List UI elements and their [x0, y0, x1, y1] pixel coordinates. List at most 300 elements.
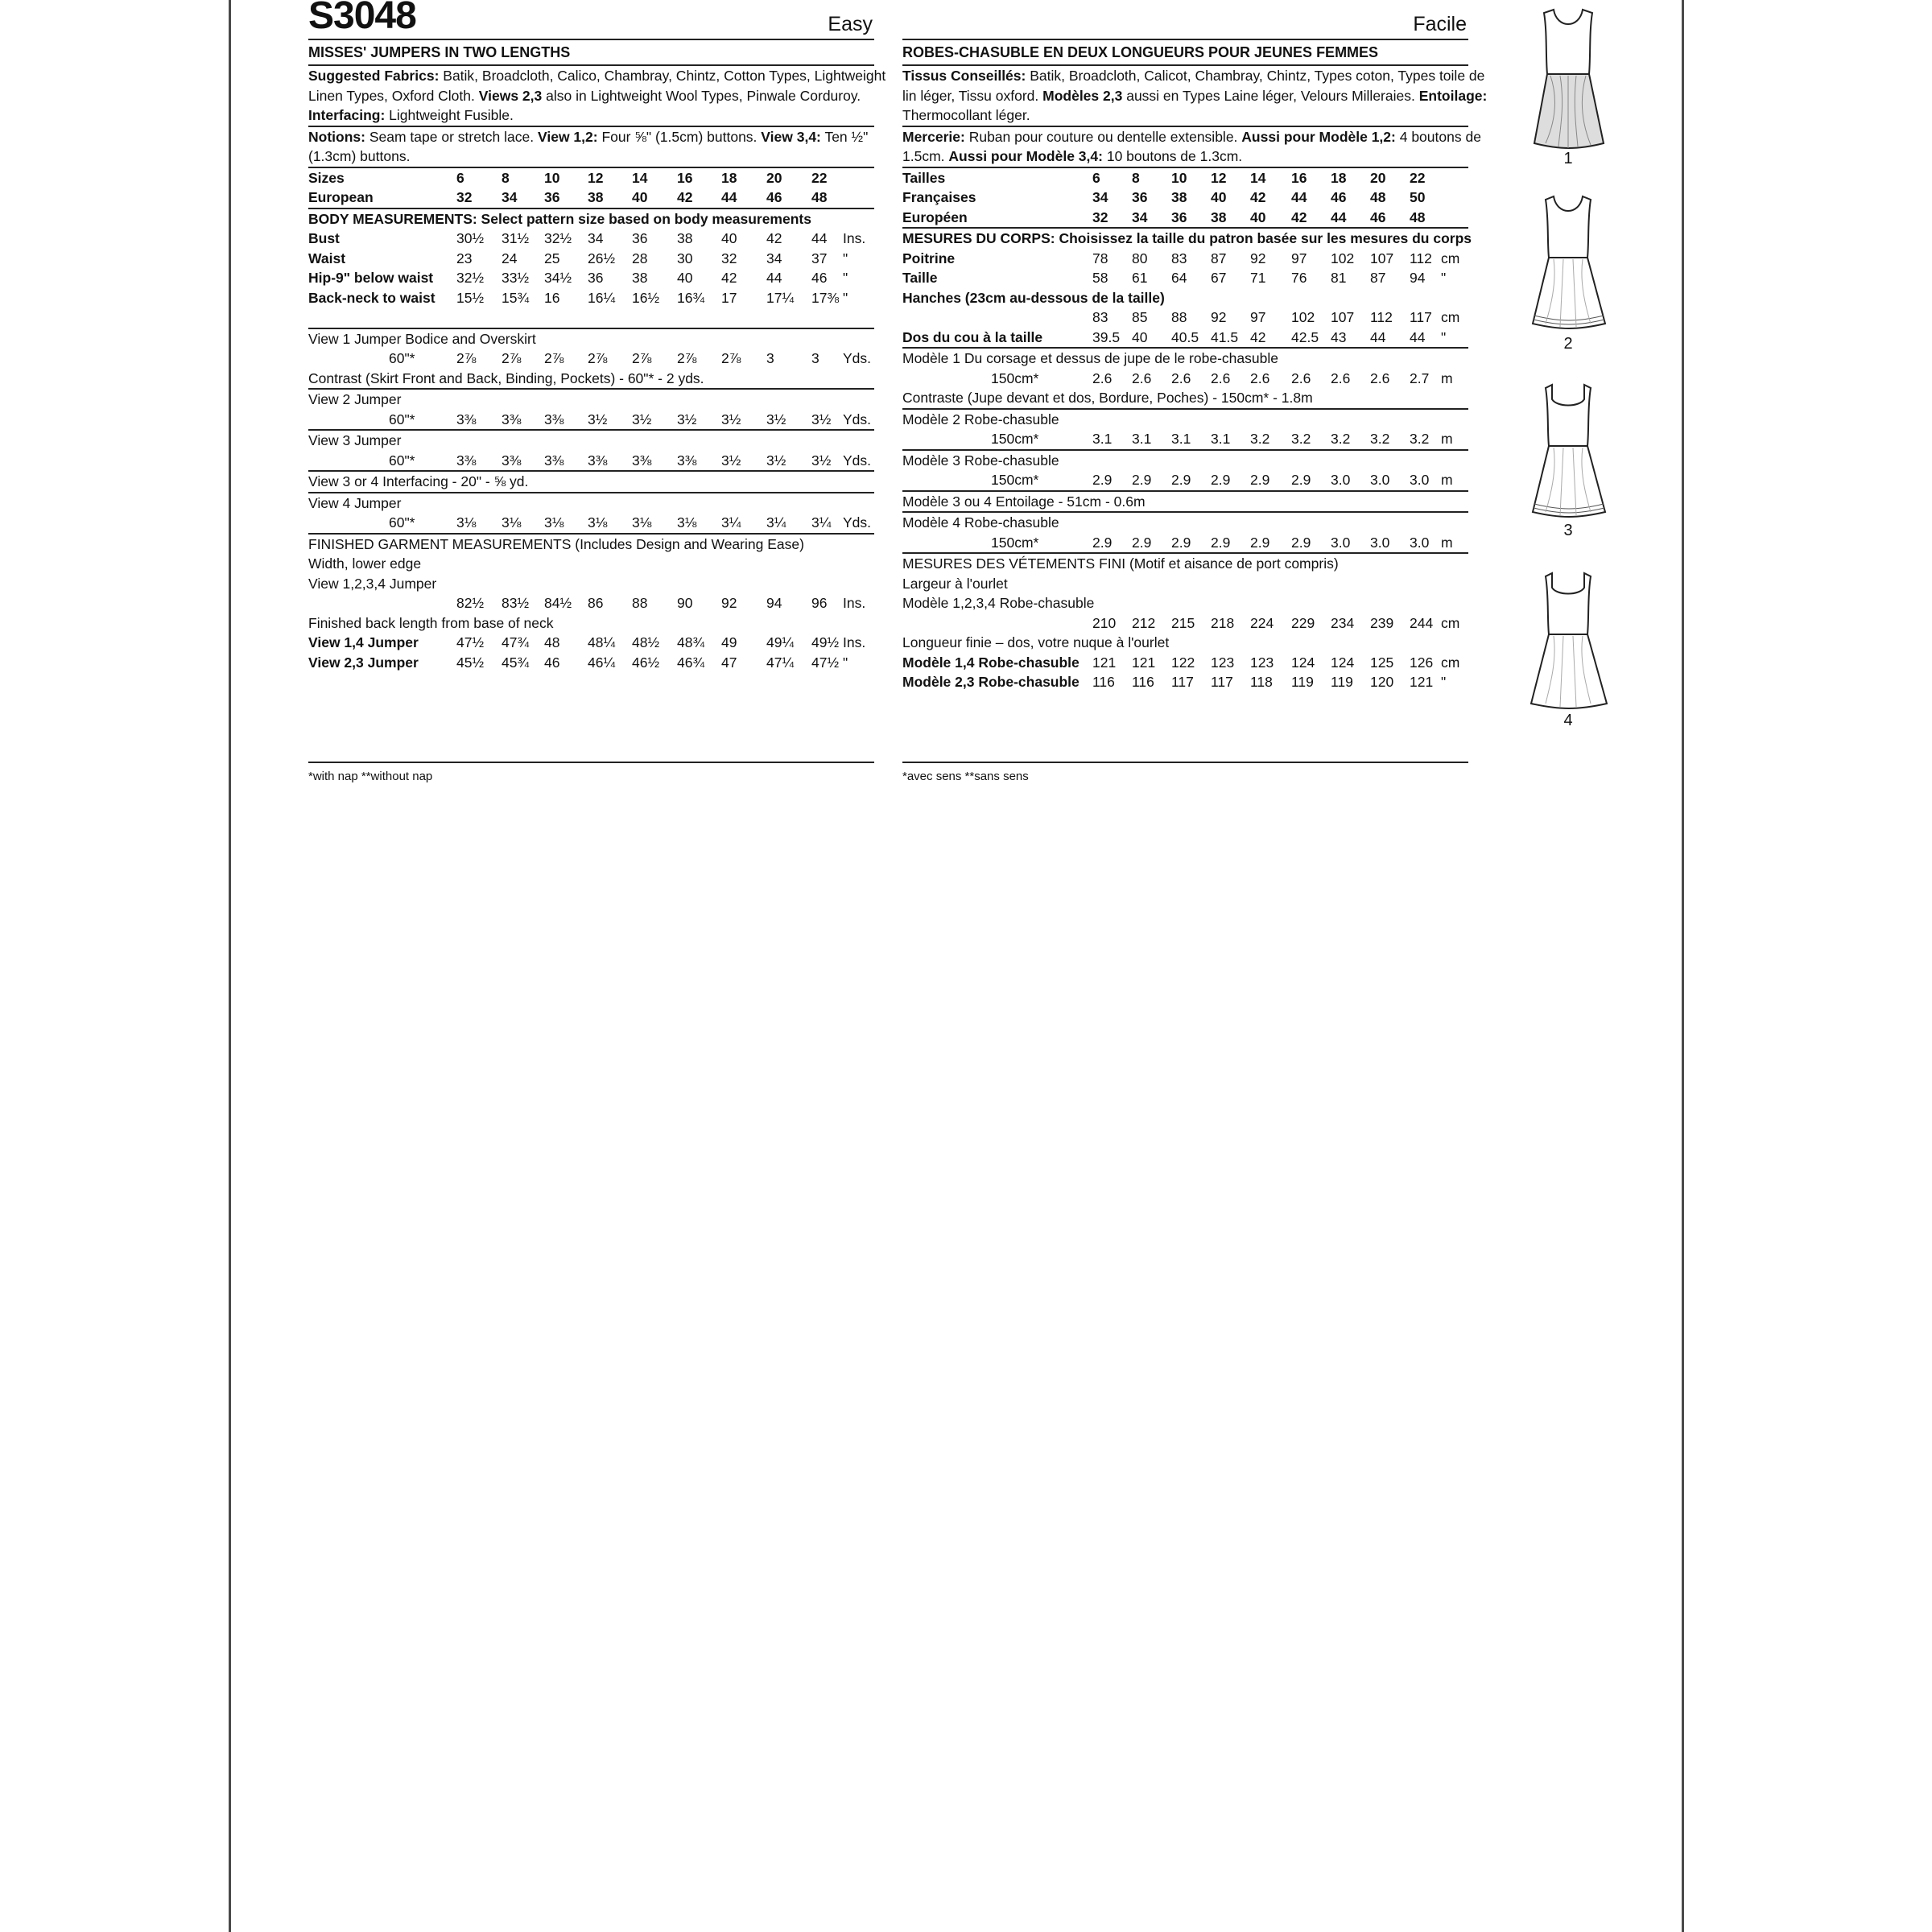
table-cell: 2.9 — [1291, 534, 1311, 551]
en-title: MISSES' JUMPERS IN TWO LENGTHS — [308, 44, 571, 60]
page-left-border — [229, 0, 231, 1932]
table-cell: 3⅛ — [502, 514, 522, 530]
table-cell: 40 — [677, 270, 693, 286]
fr-model3-section — [902, 451, 1468, 492]
table-cell: 3½ — [811, 452, 832, 469]
finished-title: FINISHED GARMENT MEASUREMENTS (Includes Design and Wearing Ease) — [308, 535, 804, 552]
table-cell: 32½ — [456, 270, 485, 286]
table-cell: 32½ — [544, 230, 572, 246]
notions-text-fr: Ruban pour couture ou dentelle extensible. — [968, 128, 1238, 145]
table-cell: 37 — [811, 250, 828, 266]
table-cell: 42 — [1250, 328, 1266, 345]
table-cell: 84½ — [544, 595, 572, 611]
view-number: 2 — [1563, 335, 1573, 353]
table-row — [902, 653, 1468, 673]
table-cell: 44 — [1291, 189, 1307, 205]
table-cell: 3.2 — [1331, 431, 1351, 447]
table-cell: 119 — [1331, 674, 1353, 690]
table-cell: 2.6 — [1370, 369, 1390, 386]
table-cell: 40.5 — [1171, 328, 1199, 345]
table-cell: 3⅜ — [456, 411, 477, 427]
unit-cell: Ins. — [843, 595, 866, 611]
table-cell: 90 — [677, 595, 693, 611]
table-cell: 44 — [1410, 328, 1426, 345]
view4-sketch — [1528, 572, 1608, 712]
table-cell: 2.9 — [1132, 534, 1152, 551]
view-number: 4 — [1563, 712, 1573, 729]
table-cell: 46 — [811, 270, 828, 286]
table-cell: 3½ — [721, 452, 741, 469]
en-view3-section — [308, 431, 874, 472]
table-cell: 38 — [588, 189, 604, 205]
view4-yardage — [308, 513, 874, 533]
jumper-long-drawing — [1528, 195, 1608, 336]
table-cell: 36 — [1171, 208, 1187, 225]
table-cell: 2.7 — [1410, 369, 1430, 386]
page-right-border — [1682, 0, 1684, 1932]
unit-cell: Yds. — [843, 452, 872, 469]
fr-model2-section — [902, 410, 1468, 451]
view1-yardage — [308, 349, 874, 369]
table-cell: 67 — [1211, 270, 1227, 286]
table-cell: 85 — [1132, 309, 1148, 325]
table-cell: 12 — [588, 169, 604, 186]
table-cell: 121 — [1132, 654, 1156, 671]
sizes-row — [308, 168, 874, 188]
en-footnote-rule — [308, 762, 874, 763]
table-cell: 218 — [1211, 614, 1235, 631]
table-cell: 34 — [502, 189, 518, 205]
en-footnote: *with nap **without nap — [308, 770, 433, 783]
table-cell: 2.9 — [1211, 472, 1231, 488]
table-cell: 71 — [1250, 270, 1266, 286]
table-cell: 3.1 — [1171, 431, 1191, 447]
interfacing-label-fr: Entoilage: — [1418, 87, 1488, 104]
table-cell: 32 — [721, 250, 737, 266]
table-row — [902, 268, 1468, 288]
fr-body-section — [902, 229, 1472, 349]
table-cell: 3.1 — [1211, 431, 1231, 447]
en-view2-section — [308, 390, 874, 431]
back-row-fr — [902, 328, 1468, 348]
fabric-width: 150cm* — [991, 472, 1039, 488]
table-cell: 12 — [1211, 169, 1227, 186]
row-label: View 1,4 Jumper — [308, 634, 419, 650]
table-cell: 3.0 — [1410, 534, 1430, 551]
unit-cell: cm — [1441, 250, 1460, 266]
european-label: European — [308, 189, 374, 205]
length-rows — [308, 633, 874, 672]
table-cell: 3½ — [677, 411, 697, 427]
unit-cell: Yds. — [843, 350, 872, 366]
table-cell: 3.2 — [1291, 431, 1311, 447]
table-row — [308, 249, 874, 269]
notions-text-fr: 10 boutons de 1.3cm. — [1106, 148, 1243, 164]
francaises-row — [902, 188, 1468, 208]
table-cell: 46 — [766, 189, 782, 205]
unit-cell: " — [1441, 270, 1447, 286]
unit-cell: Yds. — [843, 514, 872, 530]
difficulty-level-fr: Facile — [1413, 13, 1467, 35]
unit-cell: Ins. — [843, 230, 866, 246]
table-cell: 3¼ — [811, 514, 832, 530]
notions-text-fr: 1.5cm. — [902, 148, 945, 164]
table-cell: 2.6 — [1331, 369, 1351, 386]
table-cell: 83½ — [502, 595, 530, 611]
table-cell: 34½ — [544, 270, 572, 286]
en-fabrics-section — [308, 66, 886, 127]
table-cell: 44 — [1331, 208, 1347, 225]
table-cell: 3 — [766, 350, 774, 366]
table-cell: 117 — [1410, 309, 1432, 325]
en-interfacing-section — [308, 472, 874, 493]
table-cell: 3⅜ — [544, 411, 564, 427]
jumper-short-drawing — [1528, 383, 1608, 524]
table-cell: 17⅜ — [811, 289, 840, 306]
table-cell: 34 — [1092, 189, 1108, 205]
fabric-width: 60"* — [389, 452, 415, 469]
table-cell: 2.9 — [1132, 472, 1152, 488]
table-row — [308, 288, 874, 308]
table-cell: 8 — [502, 169, 510, 186]
fr-header — [902, 0, 1468, 40]
table-cell: 15¾ — [502, 289, 530, 306]
table-cell: 40 — [632, 189, 648, 205]
row-label: Taille — [902, 270, 938, 286]
table-cell: 82½ — [456, 595, 485, 611]
table-cell: 17 — [721, 289, 737, 306]
back-length-title: Finished back length from base of neck — [308, 614, 554, 631]
fabrics-label-fr: Tissus Conseillés: — [902, 68, 1026, 84]
table-cell: 2⅞ — [502, 350, 522, 366]
row-label: View 2,3 Jumper — [308, 654, 419, 671]
interfacing-text: Lightweight Fusible. — [389, 107, 514, 123]
interfacing-text-fr: Thermocollant léger. — [902, 107, 1030, 123]
table-cell: 48½ — [632, 634, 660, 650]
fabric-width: 60"* — [389, 514, 415, 530]
table-cell: 3.1 — [1132, 431, 1152, 447]
table-cell: 40 — [1132, 328, 1148, 345]
table-cell: 3.2 — [1410, 431, 1430, 447]
table-cell: 94 — [1410, 270, 1426, 286]
table-cell: 97 — [1250, 309, 1266, 325]
row-label: Dos du cou à la taille — [902, 328, 1043, 345]
table-cell: 2.9 — [1250, 472, 1270, 488]
fr-model1-section — [902, 349, 1468, 410]
model2-title-fr: Modèle 2 Robe-chasuble — [902, 411, 1059, 427]
width-lower-edge-fr: Largeur à l'ourlet — [902, 575, 1008, 592]
fabrics-text: Linen Types, Oxford Cloth. — [308, 87, 475, 104]
notions-view12: View 1,2: — [538, 128, 598, 145]
table-cell: 2.6 — [1132, 369, 1152, 386]
unit-cell: cm — [1441, 309, 1460, 325]
table-cell: 120 — [1370, 674, 1394, 690]
notions-text: Ten ½" — [824, 128, 869, 145]
view-number: 1 — [1563, 150, 1573, 167]
table-cell: 46 — [1370, 208, 1386, 225]
table-cell: 64 — [1171, 270, 1187, 286]
fr-interfacing-section — [902, 492, 1468, 514]
view4-title: View 4 Jumper — [308, 494, 402, 511]
fr-notions-section — [902, 127, 1481, 168]
hips-label-fr: Hanches (23cm au-dessous de la taille) — [902, 289, 1165, 306]
table-cell: 224 — [1250, 614, 1274, 631]
table-cell: 2⅞ — [721, 350, 741, 366]
table-cell: 18 — [1331, 169, 1347, 186]
table-cell: 2.6 — [1211, 369, 1231, 386]
width-values-fr — [902, 613, 1468, 634]
en-sizes-section — [308, 168, 874, 209]
notions-text: (1.3cm) buttons. — [308, 148, 411, 164]
table-cell: 2.6 — [1171, 369, 1191, 386]
table-cell: 22 — [811, 169, 828, 186]
table-cell: 45¾ — [502, 654, 530, 671]
table-cell: 96 — [811, 595, 828, 611]
table-cell: 49¼ — [766, 634, 795, 650]
fr-fabrics-section — [902, 66, 1488, 127]
table-cell: 36 — [588, 270, 604, 286]
table-cell: 3⅜ — [544, 452, 564, 469]
table-cell: 30½ — [456, 230, 485, 246]
table-cell: 42 — [721, 270, 737, 286]
table-cell: 3½ — [632, 411, 652, 427]
table-cell: 3⅛ — [456, 514, 477, 530]
table-cell: 3⅛ — [588, 514, 608, 530]
table-cell: 119 — [1291, 674, 1314, 690]
table-cell: 34 — [588, 230, 604, 246]
table-row — [308, 268, 874, 288]
fabrics-models-fr: Modèles 2,3 — [1042, 87, 1123, 104]
table-cell: 3.2 — [1370, 431, 1390, 447]
table-cell: 83 — [1171, 250, 1187, 266]
body-title: BODY MEASUREMENTS: Select pattern size based on body measurements — [308, 210, 811, 227]
table-cell: 18 — [721, 169, 737, 186]
model4-yardage-fr — [902, 533, 1468, 553]
table-cell: 47¼ — [766, 654, 795, 671]
view2-title: View 2 Jumper — [308, 391, 402, 407]
table-cell: 42 — [766, 230, 782, 246]
unit-cell: " — [1441, 674, 1447, 690]
english-column — [308, 0, 886, 672]
table-cell: 2.9 — [1092, 534, 1113, 551]
tailles-label: Tailles — [902, 169, 946, 186]
table-row — [308, 653, 874, 673]
notions-label-fr: Mercerie: — [902, 128, 965, 145]
view1-title: View 1 Jumper Bodice and Overskirt — [308, 330, 536, 347]
table-cell: 42 — [1291, 208, 1307, 225]
table-cell: 46¾ — [677, 654, 705, 671]
table-cell: 47¾ — [502, 634, 530, 650]
length-rows-fr — [902, 653, 1468, 692]
table-cell: 112 — [1370, 309, 1393, 325]
table-cell: 16 — [677, 169, 693, 186]
unit-cell: m — [1441, 534, 1453, 551]
table-cell: 16½ — [632, 289, 660, 306]
table-cell: 80 — [1132, 250, 1148, 266]
table-cell: 3½ — [766, 452, 786, 469]
view3-yardage — [308, 451, 874, 471]
table-cell: 47½ — [456, 634, 485, 650]
notions-label: Notions: — [308, 128, 365, 145]
unit-cell: m — [1441, 472, 1453, 488]
table-cell: 49½ — [811, 634, 840, 650]
width-model-label-fr: Modèle 1,2,3,4 Robe-chasuble — [902, 595, 1095, 611]
table-cell: 118 — [1250, 674, 1273, 690]
table-cell: 10 — [544, 169, 560, 186]
table-cell: 122 — [1171, 654, 1195, 671]
table-cell: 117 — [1211, 674, 1233, 690]
table-row — [902, 672, 1468, 692]
notions-model34-fr: Aussi pour Modèle 3,4: — [948, 148, 1103, 164]
fr-footnote-rule — [902, 762, 1468, 763]
table-cell: 44 — [811, 230, 828, 246]
fabrics-label: Suggested Fabrics: — [308, 68, 440, 84]
table-cell: 6 — [456, 169, 464, 186]
table-cell: 8 — [1132, 169, 1140, 186]
table-cell: 3⅜ — [502, 452, 522, 469]
table-cell: 20 — [766, 169, 782, 186]
table-cell: 40 — [721, 230, 737, 246]
row-label: Hip-9" below waist — [308, 270, 434, 286]
table-cell: 3⅜ — [588, 452, 608, 469]
table-cell: 38 — [632, 270, 648, 286]
table-cell: 3⅜ — [456, 452, 477, 469]
en-header — [308, 0, 874, 40]
table-cell: 33½ — [502, 270, 530, 286]
table-row — [308, 633, 874, 653]
table-row — [308, 229, 874, 249]
table-cell: 2.9 — [1092, 472, 1113, 488]
contrast-yardage-fr: Contraste (Jupe devant et dos, Bordure, Poches) - 150cm* - 1.8m — [902, 390, 1313, 406]
unit-cell: " — [843, 654, 848, 671]
tailles-row — [902, 168, 1468, 188]
width-view-label: View 1,2,3,4 Jumper — [308, 575, 437, 592]
table-cell: 92 — [1250, 250, 1266, 266]
fr-title-section — [902, 40, 1468, 66]
table-cell: 23 — [456, 250, 473, 266]
table-cell: 87 — [1211, 250, 1227, 266]
table-cell: 44 — [721, 189, 737, 205]
row-label: Waist — [308, 250, 346, 266]
unit-cell: " — [843, 289, 848, 306]
notions-view34: View 3,4: — [761, 128, 821, 145]
table-cell: 3.0 — [1331, 472, 1351, 488]
table-cell: 45½ — [456, 654, 485, 671]
table-cell: 38 — [677, 230, 693, 246]
table-cell: 26½ — [588, 250, 616, 266]
table-cell: 215 — [1171, 614, 1195, 631]
table-cell: 3⅛ — [544, 514, 564, 530]
row-label: Back-neck to waist — [308, 289, 436, 306]
table-cell: 47½ — [811, 654, 840, 671]
europeen-label: Européen — [902, 208, 968, 225]
notions-model12-fr: Aussi pour Modèle 1,2: — [1241, 128, 1396, 145]
table-cell: 121 — [1410, 674, 1434, 690]
table-cell: 107 — [1331, 309, 1355, 325]
table-cell: 49 — [721, 634, 737, 650]
unit-cell: Yds. — [843, 411, 872, 427]
table-cell: 121 — [1092, 654, 1117, 671]
table-cell: 40 — [1211, 189, 1227, 205]
width-lower-edge: Width, lower edge — [308, 555, 422, 572]
jumper-long-overskirt-drawing — [1528, 8, 1608, 149]
unit-cell: cm — [1441, 654, 1460, 671]
table-cell: 15½ — [456, 289, 485, 306]
table-cell: 2.6 — [1291, 369, 1311, 386]
table-cell: 48 — [1410, 208, 1426, 225]
table-cell: 31½ — [502, 230, 530, 246]
interfacing-yardage: View 3 or 4 Interfacing - 20" - ⅝ yd. — [308, 473, 529, 489]
table-cell: 61 — [1132, 270, 1148, 286]
french-column — [902, 0, 1488, 692]
view3-title: View 3 Jumper — [308, 432, 402, 448]
table-cell: 16 — [544, 289, 560, 306]
table-cell: 3¼ — [766, 514, 786, 530]
contrast-yardage: Contrast (Skirt Front and Back, Binding, Pockets) - 60"* - 2 yds. — [308, 369, 704, 386]
model4-title-fr: Modèle 4 Robe-chasuble — [902, 514, 1059, 530]
table-cell: 2⅞ — [544, 350, 564, 366]
back-length-title-fr: Longueur finie – dos, votre nuque à l'ourlet — [902, 634, 1170, 650]
hips-values-fr — [902, 308, 1468, 328]
fabric-width: 60"* — [389, 411, 415, 427]
en-finished-section — [308, 535, 874, 673]
body-measure-rows — [308, 229, 874, 308]
table-cell: 58 — [1092, 270, 1108, 286]
table-cell: 2⅞ — [677, 350, 697, 366]
row-label: Modèle 2,3 Robe-chasuble — [902, 674, 1080, 690]
row-label: Bust — [308, 230, 340, 246]
unit-cell: " — [843, 270, 848, 286]
fabrics-text: Batik, Broadcloth, Calico, Chambray, Chintz, Cotton Types, Lightweight — [443, 68, 886, 84]
fr-model4-section — [902, 513, 1468, 554]
table-cell: 2.9 — [1250, 534, 1270, 551]
body-measure-rows-fr — [902, 249, 1468, 288]
table-cell: 2.9 — [1291, 472, 1311, 488]
table-cell: 38 — [1211, 208, 1227, 225]
table-cell: 94 — [766, 595, 782, 611]
table-cell: 81 — [1331, 270, 1347, 286]
fr-finished-section — [902, 554, 1468, 692]
table-cell: 16¾ — [677, 289, 705, 306]
table-cell: 244 — [1410, 614, 1434, 631]
table-cell: 2.9 — [1211, 534, 1231, 551]
table-cell: 28 — [632, 250, 648, 266]
table-cell: 3.1 — [1092, 431, 1113, 447]
table-cell: 3½ — [766, 411, 786, 427]
fabrics-text: also in Lightweight Wool Types, Pinwale Corduroy. — [546, 87, 861, 104]
table-cell: 125 — [1370, 654, 1394, 671]
table-cell: 16¼ — [588, 289, 616, 306]
table-cell: 22 — [1410, 169, 1426, 186]
fabric-width: 150cm* — [991, 534, 1039, 551]
table-cell: 38 — [1171, 189, 1187, 205]
table-cell: 3½ — [588, 411, 608, 427]
table-cell: 123 — [1250, 654, 1274, 671]
table-cell: 2.9 — [1171, 534, 1191, 551]
notions-text: Seam tape or stretch lace. — [369, 128, 535, 145]
unit-cell: cm — [1441, 614, 1460, 631]
table-cell: 2.6 — [1250, 369, 1270, 386]
table-cell: 124 — [1331, 654, 1355, 671]
table-cell: 86 — [588, 595, 604, 611]
table-cell: 32 — [1092, 208, 1108, 225]
table-cell: 3½ — [811, 411, 832, 427]
width-values — [308, 593, 874, 613]
fr-sizes-section — [902, 168, 1468, 229]
model1-title-fr: Modèle 1 Du corsage et dessus de jupe de le robe-chasuble — [902, 350, 1278, 366]
en-body-section — [308, 209, 874, 329]
table-cell: 116 — [1092, 674, 1115, 690]
